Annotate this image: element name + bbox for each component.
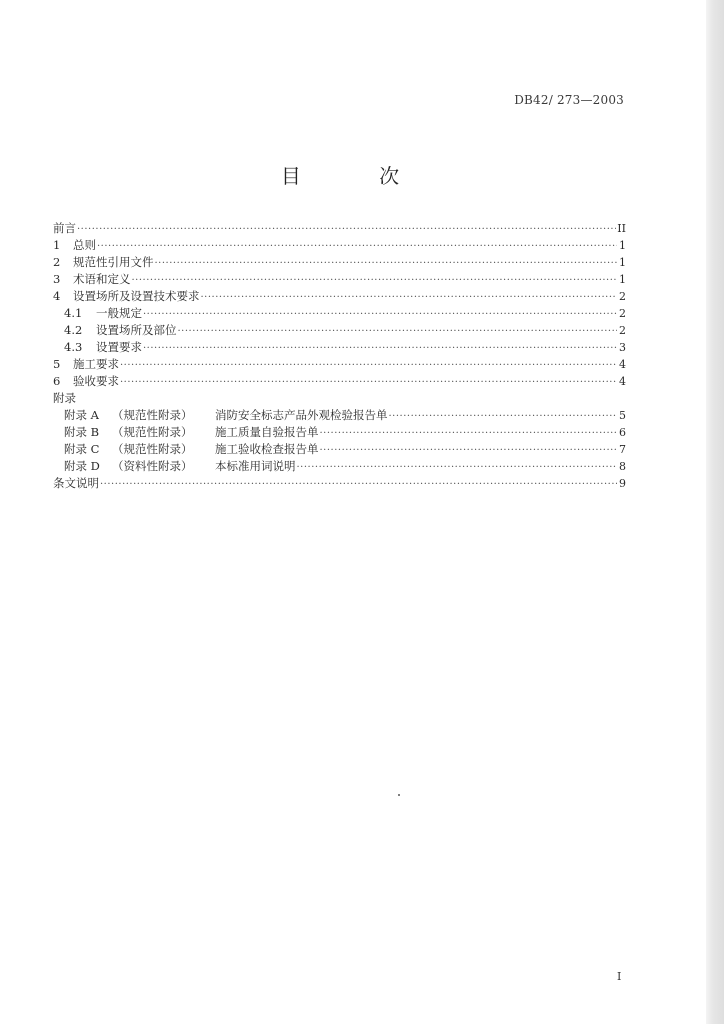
toc-entry-label — [64, 407, 389, 424]
toc-entry — [53, 237, 626, 254]
toc-entry-label — [64, 305, 143, 322]
toc-entry-number: 4 — [53, 289, 61, 303]
toc-entry-title: 设置场所及设置技术要求 — [73, 289, 200, 303]
toc-entry-number: 附录 B — [64, 425, 100, 439]
toc-entry-number: 1 — [53, 238, 61, 252]
toc-entry — [53, 339, 626, 356]
toc-entry — [53, 254, 626, 271]
toc-entry-title: 总则 — [73, 238, 96, 252]
toc-entry-label — [53, 254, 155, 271]
toc-entry-number: 附录 C — [64, 442, 100, 456]
scan-page-edge — [706, 0, 724, 1024]
toc-entry-page: 8 — [619, 460, 626, 473]
toc-entry-label — [53, 237, 97, 254]
toc-entry-page: 4 — [619, 375, 626, 388]
toc-entry — [53, 288, 626, 305]
toc-entry — [53, 458, 626, 475]
toc-entry-label — [53, 356, 120, 373]
toc-entry-number: 3 — [53, 272, 61, 286]
toc-entry-label — [64, 424, 320, 441]
toc-entry — [53, 390, 626, 407]
toc-entry-number: 4.3 — [64, 340, 83, 354]
toc-entry-annex-type: （资料性附录） — [112, 459, 193, 473]
toc-leader-dots — [132, 272, 618, 289]
toc-entry-annex-type: （规范性附录） — [112, 425, 193, 439]
toc-entry-title: 规范性引用文件 — [73, 255, 154, 269]
toc-entry-label — [64, 322, 178, 339]
toc-leader-dots — [201, 289, 618, 306]
toc-entry-page: 2 — [619, 307, 626, 320]
toc-leader-dots — [143, 340, 617, 357]
toc-entry — [53, 441, 626, 458]
toc-leader-dots — [77, 221, 616, 238]
toc-entry-label — [53, 220, 77, 237]
toc-entry-title: 施工质量自验报告单 — [215, 425, 319, 439]
toc-leader-dots — [100, 476, 617, 493]
toc-leader-dots — [120, 357, 617, 374]
toc-entry-title: 附录 — [53, 391, 76, 405]
toc-entry-label — [53, 373, 120, 390]
toc-leader-dots — [389, 408, 618, 425]
toc-entry-annex-type: （规范性附录） — [112, 408, 193, 422]
toc-entry-title: 设置场所及部位 — [96, 323, 177, 337]
toc-entry-label — [53, 288, 201, 305]
toc-entry-number: 4.1 — [64, 306, 83, 320]
toc-entry-title: 一般规定 — [96, 306, 142, 320]
toc-entry — [53, 475, 626, 492]
toc-entry — [53, 220, 626, 237]
toc-entry-page: 7 — [619, 443, 626, 456]
toc-entry-label — [64, 339, 143, 356]
toc-entry-number: 5 — [53, 357, 61, 371]
toc-entry-number: 2 — [53, 255, 61, 269]
table-of-contents — [53, 220, 626, 492]
document-code: DB42/ 273—2003 — [514, 93, 624, 107]
scan-speck — [398, 794, 400, 796]
toc-entry-title: 施工验收检查报告单 — [215, 442, 319, 456]
toc-entry-page: 1 — [619, 239, 626, 252]
toc-entry-page: 5 — [619, 409, 626, 422]
toc-leader-dots — [320, 425, 618, 442]
toc-entry-title: 本标准用词说明 — [215, 459, 296, 473]
toc-entry-number: 附录 A — [64, 408, 99, 422]
toc-entry — [53, 407, 626, 424]
toc-entry-page: 2 — [619, 290, 626, 303]
toc-entry-title: 施工要求 — [73, 357, 119, 371]
toc-entry — [53, 305, 626, 322]
toc-entry-title: 条文说明 — [53, 476, 99, 490]
toc-entry-page: 1 — [619, 273, 626, 286]
toc-entry-label — [53, 271, 132, 288]
toc-entry — [53, 322, 626, 339]
toc-entry-page: 1 — [619, 256, 626, 269]
toc-leader-dots — [178, 323, 618, 340]
toc-entry-label — [64, 458, 297, 475]
toc-entry-title: 术语和定义 — [73, 272, 131, 286]
toc-entry-page: 4 — [619, 358, 626, 371]
toc-entry-number: 4.2 — [64, 323, 83, 337]
toc-entry-annex-type: （规范性附录） — [112, 442, 193, 456]
toc-leader-dots — [320, 442, 618, 459]
page-number: I — [617, 970, 622, 983]
toc-entry — [53, 373, 626, 390]
toc-entry — [53, 424, 626, 441]
toc-entry-label — [53, 475, 100, 492]
toc-entry-title: 消防安全标志产品外观检验报告单 — [215, 408, 388, 422]
toc-entry — [53, 271, 626, 288]
toc-leader-dots — [155, 255, 618, 272]
toc-entry-title: 设置要求 — [96, 340, 142, 354]
toc-entry-page: II — [617, 222, 626, 235]
toc-entry-page: 9 — [619, 477, 626, 490]
toc-entry-page: 3 — [619, 341, 626, 354]
toc-entry-label — [64, 441, 320, 458]
toc-leader-dots — [143, 306, 617, 323]
toc-entry-number: 6 — [53, 374, 61, 388]
toc-leader-dots — [97, 238, 617, 255]
toc-entry-title: 验收要求 — [73, 374, 119, 388]
toc-entry-page: 2 — [619, 324, 626, 337]
toc-entry-page: 6 — [619, 426, 626, 439]
toc-entry-label — [53, 390, 77, 407]
toc-leader-dots — [297, 459, 618, 476]
toc-entry-number: 附录 D — [64, 459, 100, 473]
toc-entry — [53, 356, 626, 373]
page-title: 目 次 — [280, 164, 436, 188]
toc-leader-dots — [120, 374, 617, 391]
toc-entry-title: 前言 — [53, 221, 76, 235]
